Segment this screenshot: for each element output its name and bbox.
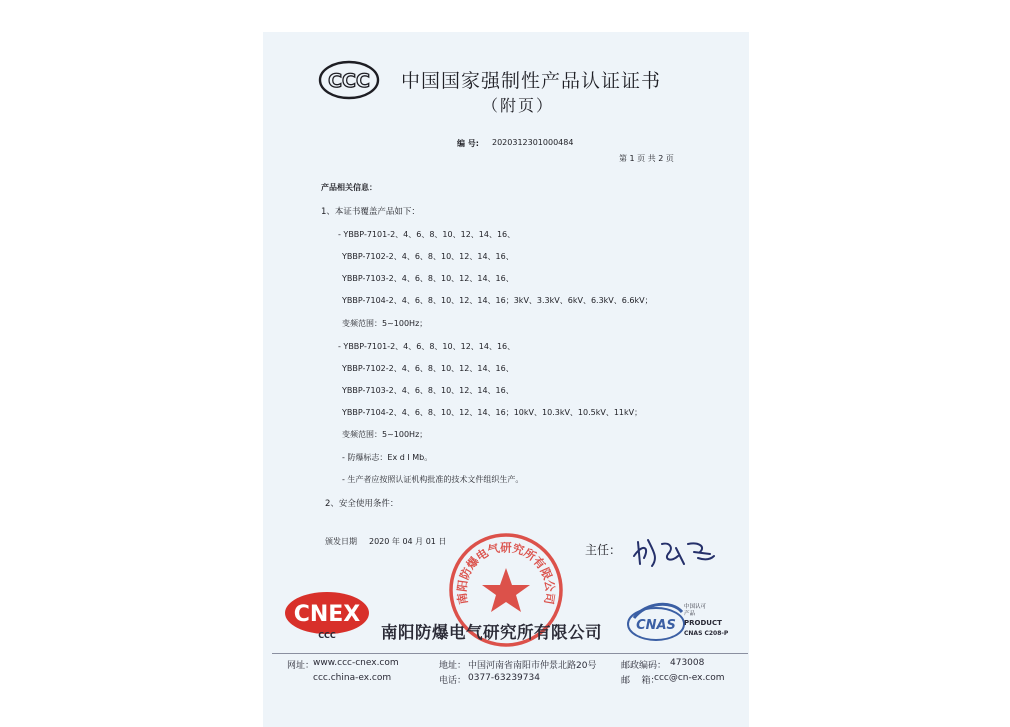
product-line: YBBP-7103-2、4、6、8、10、12、14、16、 xyxy=(342,386,514,395)
page-info: 第 1 页 共 2 页 xyxy=(619,154,674,163)
product-line: YBBP-7104-2、4、6、8、10、12、14、16；3kV、3.3kV、6kV、6.3kV、6.6kV； xyxy=(342,296,653,305)
issue-date-value: 2020 年 04 月 01 日 xyxy=(369,537,447,546)
director-label: 主任： xyxy=(585,543,622,557)
svg-text:CCC: CCC xyxy=(328,70,370,92)
address-label: 地址： xyxy=(439,661,467,671)
svg-text:CNAS: CNAS xyxy=(636,618,676,633)
frequency-range: 变频范围：5~100Hz； xyxy=(342,430,428,439)
cert-number-label: 编 号: xyxy=(457,139,479,148)
item-1: 1、本证书覆盖产品如下： xyxy=(321,207,420,217)
phone-label: 电话： xyxy=(439,676,467,686)
email-value[interactable]: ccc@cn-ex.com xyxy=(654,673,725,683)
cnas-logo-icon xyxy=(626,594,732,650)
footer-divider xyxy=(272,653,748,654)
svg-text:CNEX: CNEX xyxy=(293,602,361,627)
website-link[interactable]: ccc.china-ex.com xyxy=(313,673,392,683)
svg-text:PRODUCT: PRODUCT xyxy=(684,619,722,627)
production-note: - 生产者应按照认证机构批准的技术文件组织生产。 xyxy=(342,475,524,484)
address-value: 中国河南省南阳市仲景北路20号 xyxy=(468,661,597,671)
product-line: - YBBP-7101-2、4、6、8、10、12、14、16、 xyxy=(338,342,516,351)
director-signature-icon xyxy=(614,534,724,570)
website-label: 网址： xyxy=(287,661,315,671)
svg-text:CCC: CCC xyxy=(318,631,336,639)
svg-text:南阳防爆电气研究所有限公司: 南阳防爆电气研究所有限公司 xyxy=(454,540,558,606)
section-title: 产品相关信息： xyxy=(321,183,377,192)
certificate-title: 中国国家强制性产品认证证书 xyxy=(401,70,662,92)
issue-date-label: 颁发日期 xyxy=(325,537,357,546)
product-line: YBBP-7102-2、4、6、8、10、12、14、16、 xyxy=(342,364,514,373)
certificate-subtitle: （附页） xyxy=(482,96,555,115)
email-label: 邮 箱： xyxy=(621,676,660,686)
svg-text:CNAS C208-P: CNAS C208-P xyxy=(684,630,729,637)
ccc-logo-icon xyxy=(318,60,380,100)
frequency-range: 变频范围：5~100Hz； xyxy=(342,319,428,328)
cert-number-value: 2020312301000484 xyxy=(492,138,574,147)
product-line: YBBP-7104-2、4、6、8、10、12、14、16；10kV、10.3kV、10.5kV、11kV； xyxy=(342,408,643,417)
phone-value: 0377-63239734 xyxy=(468,673,540,683)
svg-text:产品: 产品 xyxy=(684,611,696,617)
item-2: 2、安全使用条件： xyxy=(325,499,399,509)
cnex-logo-icon xyxy=(284,591,370,639)
postcode-value: 473008 xyxy=(670,658,705,668)
product-line: YBBP-7102-2、4、6、8、10、12、14、16、 xyxy=(342,252,514,261)
product-line: YBBP-7103-2、4、6、8、10、12、14、16、 xyxy=(342,274,514,283)
website-link[interactable]: www.ccc-cnex.com xyxy=(313,658,399,668)
product-line: - YBBP-7101-2、4、6、8、10、12、14、16、 xyxy=(338,230,516,239)
company-name: 南阳防爆电气研究所有限公司 xyxy=(381,623,602,642)
postcode-label: 邮政编码： xyxy=(621,661,667,671)
svg-text:中国认可: 中国认可 xyxy=(684,604,707,610)
explosion-mark: - 防爆标志：Ex d I Mb。 xyxy=(342,453,433,462)
